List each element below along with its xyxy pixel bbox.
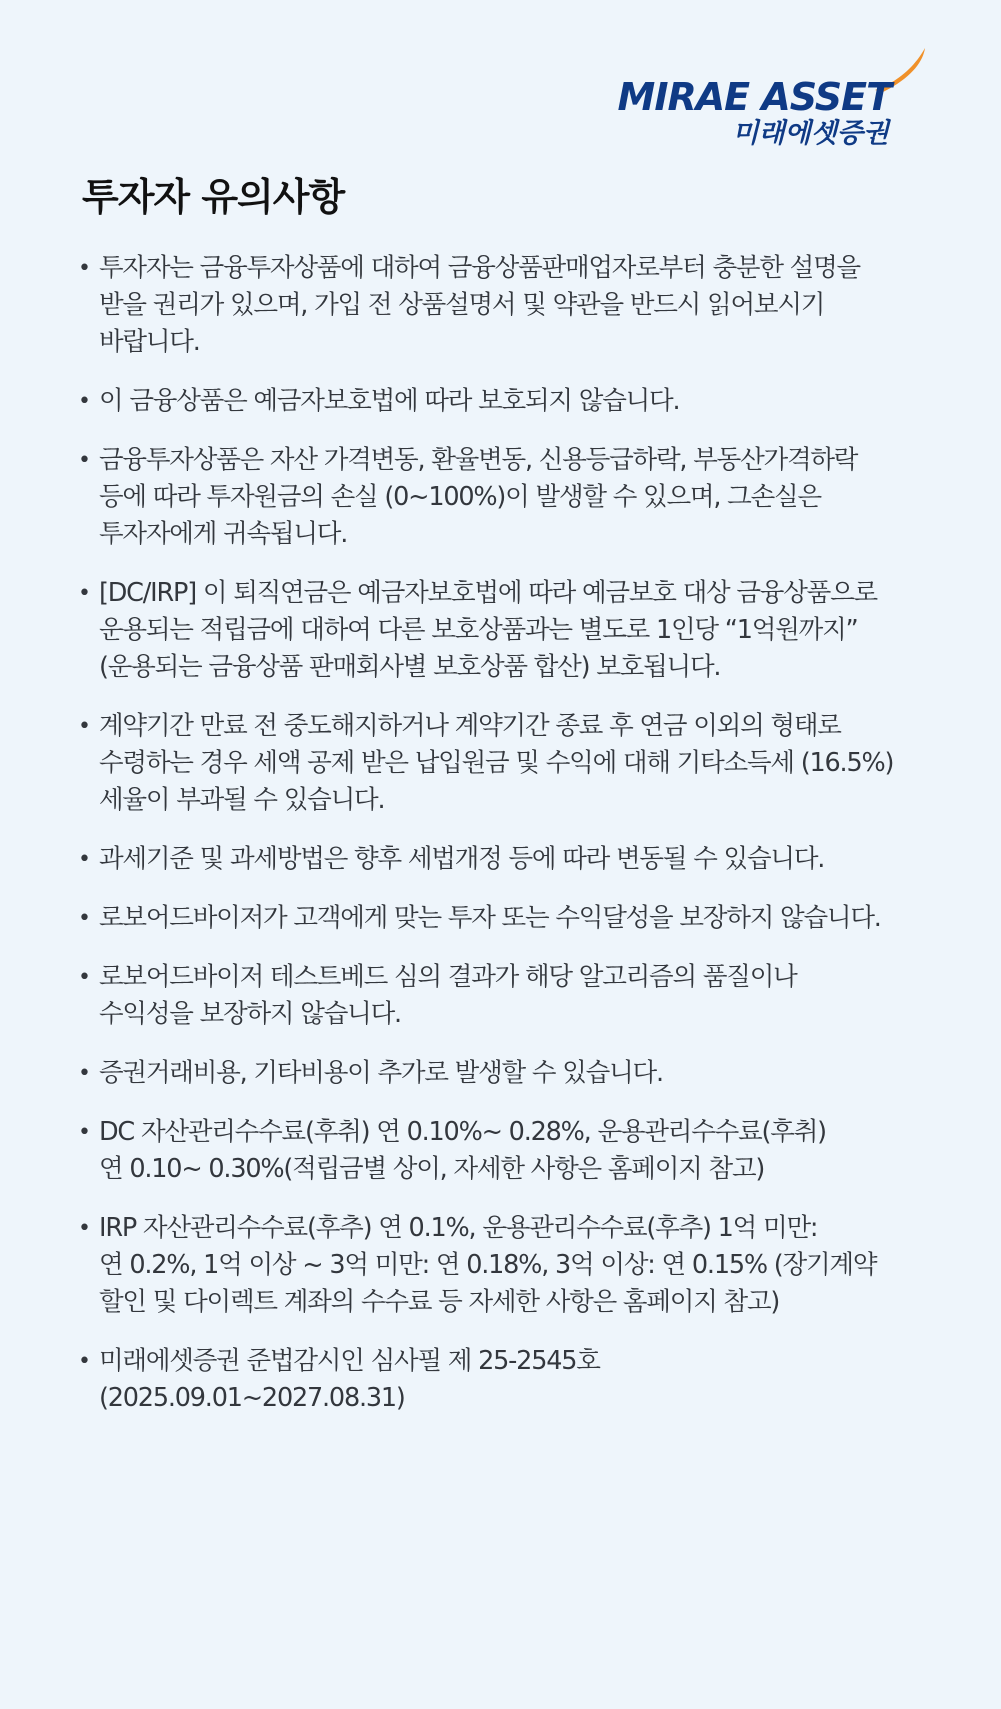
- logo-text-en: MIRAE ASSET: [617, 75, 891, 119]
- page-title: 투자자 유의사항: [82, 175, 345, 219]
- bullet-icon: •: [78, 1061, 90, 1086]
- notice-text-line: 금융투자상품은 자산 가격변동, 환율변동, 신용등급하락, 부동산가격하락: [99, 445, 858, 475]
- bullet-icon: •: [78, 256, 90, 281]
- notice-text-line: 수령하는 경우 세액 공제 받은 납입원금 및 수익에 대해 기타소득세 (16.5%): [99, 748, 894, 778]
- notice-item: [78, 575, 948, 686]
- notice-item: [78, 1343, 948, 1417]
- notice-text-line: 연 0.2%, 1억 이상 ~ 3억 미만: 연 0.18%, 3억 이상: 연 0.15% (장기계약: [99, 1250, 877, 1280]
- notice-text-line: 미래에셋증권 준법감시인 심사필 제 25-2545호: [99, 1346, 600, 1376]
- notice-item: [78, 383, 948, 420]
- notice-text-line: 운용되는 적립금에 대하여 다른 보호상품과는 별도로 1인당 “1억원까지”: [99, 615, 858, 645]
- bullet-icon: •: [78, 906, 90, 931]
- bullet-icon: •: [78, 1120, 90, 1145]
- bullet-icon: •: [78, 847, 90, 872]
- notice-text-line: 로보어드바이저 테스트베드 심의 결과가 해당 알고리즘의 품질이나: [99, 962, 797, 992]
- logo-text-ko: 미래에셋증권: [732, 118, 889, 149]
- notice-text-line: DC 자산관리수수료(후취) 연 0.10%~ 0.28%, 운용관리수수료(후취): [99, 1117, 826, 1147]
- notice-text-line: 수익성을 보장하지 않습니다.: [99, 999, 401, 1029]
- notice-text-line: 로보어드바이저가 고객에게 맞는 투자 또는 수익달성을 보장하지 않습니다.: [99, 903, 881, 933]
- notice-text-line: [DC/IRP] 이 퇴직연금은 예금자보호법에 따라 예금보호 대상 금융상품으로: [99, 578, 877, 608]
- notice-item: [78, 1210, 948, 1321]
- notice-text-line: 세율이 부과될 수 있습니다.: [99, 785, 385, 815]
- bullet-icon: •: [78, 448, 90, 473]
- notice-item: [78, 900, 948, 937]
- notice-text-line: 받을 권리가 있으며, 가입 전 상품설명서 및 약관을 반드시 읽어보시기: [99, 290, 825, 320]
- mirae-asset-logo: [617, 44, 931, 154]
- notice-text-line: 이 금융상품은 예금자보호법에 따라 보호되지 않습니다.: [99, 386, 680, 416]
- notice-text-line: 과세기준 및 과세방법은 향후 세법개정 등에 따라 변동될 수 있습니다.: [99, 844, 825, 874]
- notice-item: [78, 1055, 948, 1092]
- notice-text-line: (운용되는 금융상품 판매회사별 보호상품 합산) 보호됩니다.: [99, 652, 721, 682]
- notice-list: [78, 250, 948, 1439]
- bullet-icon: •: [78, 965, 90, 990]
- notice-item: [78, 708, 948, 819]
- notice-text-line: 할인 및 다이렉트 계좌의 수수료 등 자세한 사항은 홈페이지 참고): [99, 1287, 780, 1317]
- notice-text-line: IRP 자산관리수수료(후추) 연 0.1%, 운용관리수수료(후추) 1억 미만:: [99, 1213, 818, 1243]
- notice-text-line: 증권거래비용, 기타비용이 추가로 발생할 수 있습니다.: [99, 1058, 663, 1088]
- notice-text-line: 등에 따라 투자원금의 손실 (0~100%)이 발생할 수 있으며, 그손실은: [99, 482, 821, 512]
- notice-text-line: 연 0.10~ 0.30%(적립금별 상이, 자세한 사항은 홈페이지 참고): [99, 1154, 765, 1184]
- notice-text-line: 계약기간 만료 전 중도해지하거나 계약기간 종료 후 연금 이외의 형태로: [99, 711, 841, 741]
- notice-item: [78, 959, 948, 1033]
- notice-text-line: 바랍니다.: [99, 327, 200, 357]
- bullet-icon: •: [78, 1216, 90, 1241]
- notice-item: [78, 442, 948, 553]
- bullet-icon: •: [78, 389, 90, 414]
- notice-text-line: 투자자에게 귀속됩니다.: [99, 519, 348, 549]
- bullet-icon: •: [78, 581, 90, 606]
- notice-item: [78, 841, 948, 878]
- notice-item: [78, 250, 948, 361]
- notice-text-line: (2025.09.01~2027.08.31): [99, 1383, 405, 1413]
- notice-text-line: 투자자는 금융투자상품에 대하여 금융상품판매업자로부터 충분한 설명을: [99, 253, 860, 283]
- notice-item: [78, 1114, 948, 1188]
- bullet-icon: •: [78, 714, 90, 739]
- bullet-icon: •: [78, 1349, 90, 1374]
